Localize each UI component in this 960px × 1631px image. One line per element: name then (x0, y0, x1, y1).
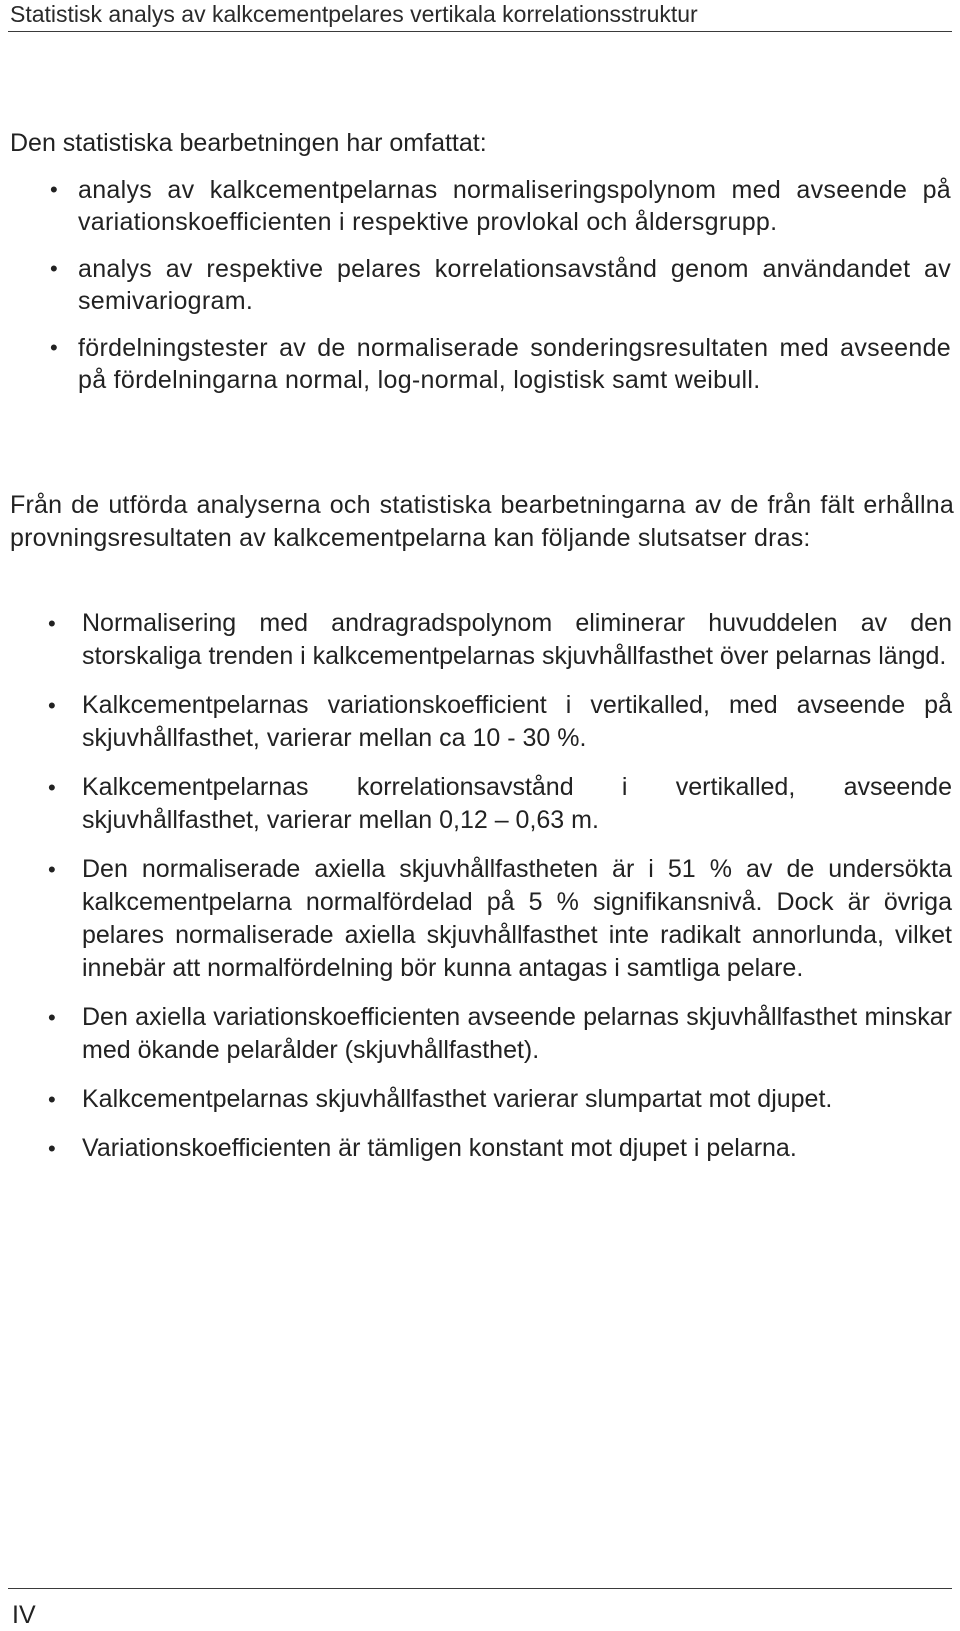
conclusions-list (0, 607, 960, 1181)
bullet-icon: • (48, 775, 56, 800)
list-item-text: Den axiella variationskoefficienten avseende pelarnas skjuvhållfasthet minskar med ökande pelarålder (skjuvhållfasthet). (82, 1003, 952, 1064)
intro-text: Den statistiska bearbetningen har omfattat: (10, 129, 487, 157)
page-header-title: Statistisk analys av kalkcementpelares vertikala korrelationsstruktur (10, 1, 698, 27)
list-item-text: fördelningstester av de normaliserade sonderingsresultaten med avseende på fördelningarna normal, log-normal, logistisk samt weibull. (78, 334, 951, 394)
list-item (0, 1132, 960, 1165)
list-item (0, 771, 960, 837)
list-item (0, 332, 960, 396)
list-item-text: Kalkcementpelarnas variationskoefficient i vertikalled, med avseende på skjuvhållfasthet, varierar mellan ca 10 - 30 %. (82, 691, 952, 752)
list-item-text: Kalkcementpelarnas skjuvhållfasthet varierar slumpartat mot djupet. (82, 1085, 833, 1113)
bullet-icon: • (48, 857, 56, 882)
bullet-icon: • (48, 1136, 56, 1161)
bullet-icon: • (50, 335, 59, 360)
page-footer (8, 1588, 952, 1631)
bullet-icon: • (48, 693, 56, 718)
list-item-text: analys av respektive pelares korrelationsavstånd genom användandet av semivariogram. (78, 255, 951, 315)
list-item-text: Variationskoefficienten är tämligen konstant mot djupet i pelarna. (82, 1134, 797, 1162)
list-item (0, 1083, 960, 1116)
bullet-icon: • (50, 256, 59, 281)
list-item (0, 174, 960, 238)
list-item (0, 853, 960, 985)
list-item-text: Den normaliserade axiella skjuvhållfastheten är i 51 % av de undersökta kalkcementpelarna normalfördelad på 5 % signifikansnivå. Dock är övriga pelares normaliserade axiella skjuvhållfasthet inte radikalt annorlunda, vilket innebär att normalfördelning bör kunna antagas i samtliga pelare. (82, 855, 952, 982)
list-item-text: Normalisering med andragradspolynom eliminerar huvuddelen av den storskaliga trenden i kalkcementpelarnas skjuvhållfasthet över pelarnas längd. (82, 609, 952, 670)
bullet-icon: • (48, 611, 56, 636)
list-item (0, 607, 960, 673)
bullet-icon: • (48, 1087, 56, 1112)
list-item (0, 689, 960, 755)
list-item (0, 1001, 960, 1067)
list-item (0, 253, 960, 317)
list-item-text: Kalkcementpelarnas korrelationsavstånd i vertikalled, avseende skjuvhållfasthet, varierar mellan 0,12 – 0,63 m. (82, 773, 952, 834)
bullet-icon: • (50, 177, 59, 202)
page-header (8, 0, 952, 32)
analysis-list (0, 174, 960, 411)
page-number: IV (12, 1601, 36, 1629)
list-item-text: analys av kalkcementpelarnas normaliseringspolynom med avseende på variationskoefficienten i respektive provlokal och åldersgrupp. (78, 176, 951, 236)
conclusions-paragraph: Från de utförda analyserna och statistiska bearbetningarna av de från fält erhållna provningsresultaten av kalkcementpelarna kan följande slutsatser dras: (10, 491, 954, 552)
bullet-icon: • (48, 1005, 56, 1030)
